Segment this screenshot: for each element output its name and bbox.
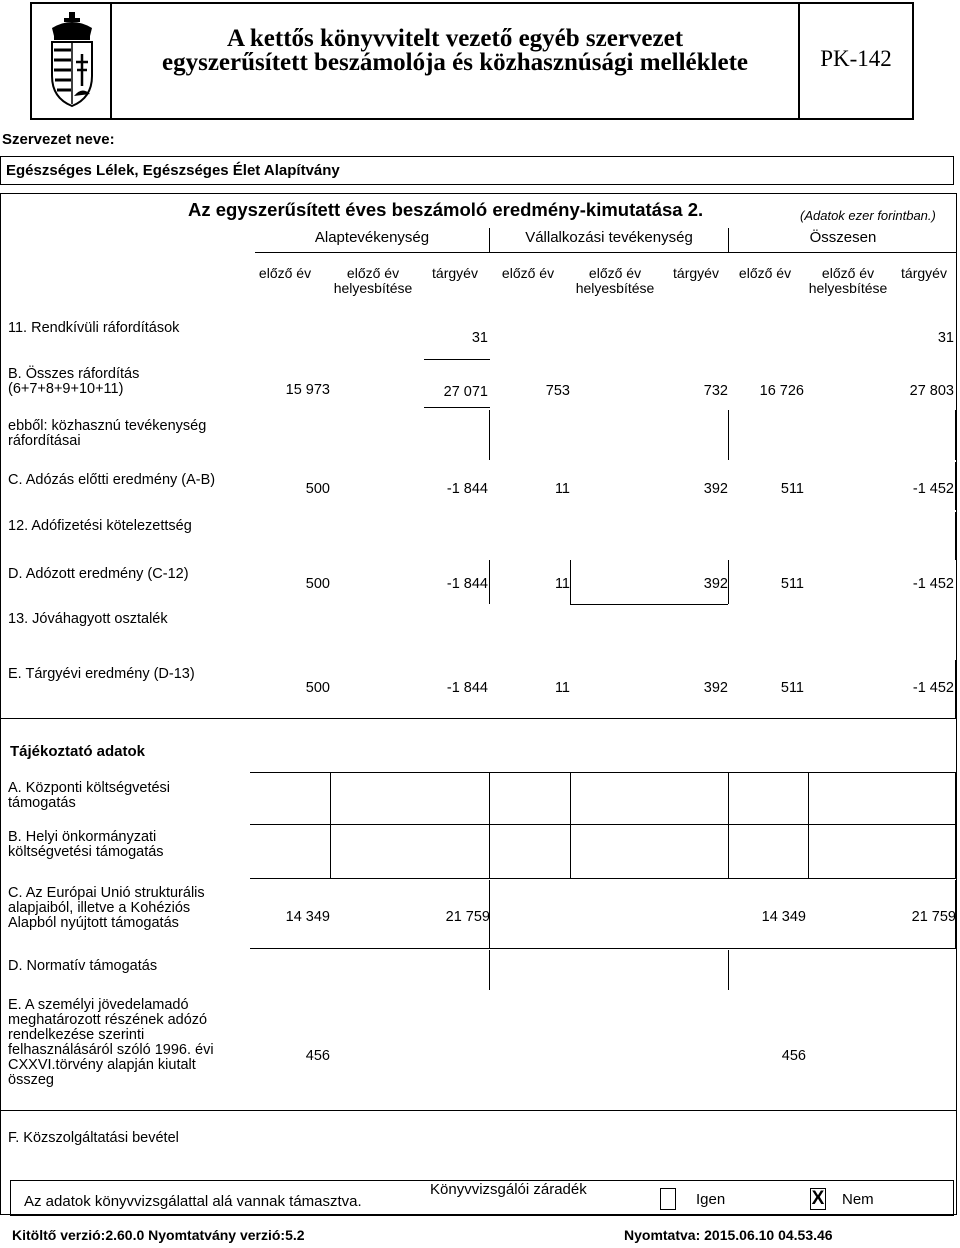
cell-pretax-business-prev[interactable]: 11 xyxy=(554,481,570,497)
cell-szja-basic-prev[interactable]: 456 xyxy=(305,1048,330,1064)
cell-after-tax-business-prev[interactable]: 11 xyxy=(554,576,570,592)
cell-current-result-total-prev[interactable]: 511 xyxy=(780,680,804,696)
group-divider xyxy=(489,228,490,252)
cell-after-tax-total-cur[interactable]: -1 452 xyxy=(912,576,954,592)
cell-underline xyxy=(424,359,490,360)
cell-pretax-basic-cur[interactable]: -1 844 xyxy=(446,481,488,497)
col-header-corr: előző év helyesbítése xyxy=(575,265,655,296)
form-title-line1: A kettős könyvvitelt vezető egyéb szervezet xyxy=(226,25,684,52)
cell-divider xyxy=(955,772,956,878)
cell-after-tax-total-prev[interactable]: 511 xyxy=(780,576,804,592)
cell-divider xyxy=(330,772,331,878)
cell-divider xyxy=(489,880,490,948)
org-name-value: Egészséges Lélek, Egészséges Élet Alapítvány xyxy=(6,162,340,179)
cell-divider xyxy=(728,772,729,878)
col-header-corr: előző év helyesbítése xyxy=(808,265,888,296)
cell-underline xyxy=(424,407,490,408)
cell-extraordinary-total-cur[interactable]: 31 xyxy=(937,330,954,346)
cell-rule xyxy=(250,824,957,825)
info-label-normative-support: D. Normatív támogatás xyxy=(8,958,158,974)
info-label-public-service-revenue: F. Közszolgáltatási bevétel xyxy=(8,1130,179,1146)
cell-current-result-basic-prev[interactable]: 500 xyxy=(305,680,330,696)
cell-divider xyxy=(570,560,571,604)
audit-clause-title: Könyvvizsgálói záradék xyxy=(430,1181,587,1198)
form-title-line2: egyszerűsített beszámolója és közhasznúsági melléklete xyxy=(162,49,748,76)
cell-extraordinary-basic-cur[interactable]: 31 xyxy=(471,330,488,346)
cell-current-result-business-prev[interactable]: 11 xyxy=(554,680,570,696)
cell-total-expenses-business-prev[interactable]: 753 xyxy=(545,383,570,399)
cell-divider xyxy=(728,950,729,990)
cell-pretax-business-cur[interactable]: 392 xyxy=(703,481,728,497)
cell-szja-total-prev[interactable]: 456 xyxy=(781,1048,806,1064)
info-label-local-government: B. Helyi önkormányzati költségvetési támogatás xyxy=(8,829,164,860)
cell-current-result-basic-cur[interactable]: -1 844 xyxy=(446,680,488,696)
audit-no-checkbox[interactable] xyxy=(810,1188,826,1210)
cell-eu-total-cur[interactable]: 21 759 xyxy=(911,909,956,925)
cell-after-tax-business-cur[interactable]: 392 xyxy=(703,576,728,592)
group-header-total: Összesen xyxy=(809,229,877,246)
section-separator xyxy=(0,718,957,719)
cell-current-result-total-cur[interactable]: -1 452 xyxy=(912,680,954,696)
cell-total-expenses-business-cur[interactable]: 732 xyxy=(703,383,728,399)
cell-total-expenses-total-cur[interactable]: 27 803 xyxy=(909,383,954,399)
cell-eu-total-prev[interactable]: 14 349 xyxy=(761,909,806,925)
cell-eu-basic-cur[interactable]: 21 759 xyxy=(445,909,490,925)
cell-pretax-total-cur[interactable]: -1 452 xyxy=(912,481,954,497)
row-label-tax-liability: 12. Adófizetési kötelezettség xyxy=(8,518,192,534)
info-label-central-budget: A. Központi költségvetési támogatás xyxy=(8,780,171,811)
col-header-prev: előző év xyxy=(738,265,792,281)
col-header-prev: előző év xyxy=(258,265,312,281)
cell-divider xyxy=(955,512,956,560)
col-header-cur: tárgyév xyxy=(901,265,947,281)
cell-divider xyxy=(955,880,956,948)
cell-total-expenses-total-prev[interactable]: 16 726 xyxy=(759,383,804,399)
footer-printed: Nyomtatva: 2015.06.10 04.53.46 xyxy=(624,1227,833,1243)
row-label-after-tax-result: D. Adózott eredmény (C-12) xyxy=(8,566,189,582)
group-header-business: Vállalkozási tevékenység xyxy=(525,229,693,246)
group-divider xyxy=(728,228,729,252)
info-label-personal-income-tax: E. A személyi jövedelamadó meghatározott részének adózó rendelkezése szerinti felhasználásáról szóló 1996. évi CXXVI.törvény alapján kiutalt összeg xyxy=(8,997,214,1088)
cell-rule xyxy=(250,878,957,879)
cell-rule xyxy=(250,948,957,949)
col-header-cur: tárgyév xyxy=(673,265,719,281)
checkmark-x-icon: X xyxy=(811,1188,825,1209)
info-label-eu-funds: C. Az Európai Unió strukturális alapjaiból, illetve a Kohéziós Alapból nyújtott támogatás xyxy=(8,885,205,931)
cell-divider xyxy=(955,410,956,460)
audit-yes-checkbox[interactable] xyxy=(660,1188,676,1210)
group-underline xyxy=(255,252,957,253)
cell-after-tax-basic-prev[interactable]: 500 xyxy=(305,576,330,592)
cell-rule xyxy=(250,772,957,773)
cell-after-tax-basic-cur[interactable]: -1 844 xyxy=(446,576,488,592)
row-label-approved-dividend: 13. Jóváhagyott osztalék xyxy=(8,611,168,627)
cell-divider xyxy=(955,660,956,718)
org-name-label: Szervezet neve: xyxy=(2,131,115,148)
unit-note: (Adatok ezer forintban.) xyxy=(800,208,936,223)
col-header-prev: előző év xyxy=(501,265,555,281)
row-label-pretax-result: C. Adózás előtti eredmény (A-B) xyxy=(8,472,216,488)
info-section-title: Tájékoztató adatok xyxy=(10,743,146,760)
cell-eu-basic-prev[interactable]: 14 349 xyxy=(285,909,330,925)
cell-pretax-total-prev[interactable]: 511 xyxy=(780,481,804,497)
section-title: Az egyszerűsített éves beszámoló eredmény-kimutatása 2. xyxy=(188,199,704,220)
cell-underline xyxy=(570,604,728,605)
cell-divider xyxy=(489,410,490,460)
row-label-total-expenses: B. Összes ráfordítás (6+7+8+9+10+11) xyxy=(8,366,140,397)
group-header-basic: Alaptevékenység xyxy=(314,229,430,246)
cell-rule xyxy=(0,1110,957,1111)
form-code: PK-142 xyxy=(820,46,892,71)
cell-divider xyxy=(808,772,809,878)
cell-divider xyxy=(489,950,490,990)
col-header-cur: tárgyév xyxy=(432,265,478,281)
row-label-current-year-result: E. Tárgyévi eredmény (D-13) xyxy=(8,666,195,682)
col-header-corr: előző év helyesbítése xyxy=(333,265,413,296)
audit-statement: Az adatok könyvvizsgálattal alá vannak támasztva. xyxy=(24,1193,362,1210)
footer-version: Kitöltő verzió:2.60.0 Nyomtatvány verzió:5.2 xyxy=(12,1227,305,1243)
cell-divider xyxy=(728,560,729,604)
cell-divider xyxy=(489,560,490,604)
cell-divider xyxy=(489,772,490,878)
cell-total-expenses-basic-cur[interactable]: 27 071 xyxy=(443,384,488,400)
audit-no-label: Nem xyxy=(842,1191,874,1208)
cell-divider xyxy=(570,772,571,878)
row-label-public-benefit-expenses: ebből: közhasznú tevékenység ráfordításai xyxy=(8,418,207,449)
cell-divider xyxy=(955,462,956,510)
cell-current-result-business-cur[interactable]: 392 xyxy=(703,680,728,696)
coat-of-arms-icon xyxy=(42,6,102,112)
row-label-extraordinary-expenses: 11. Rendkívüli ráfordítások xyxy=(8,320,180,336)
cell-divider xyxy=(728,410,729,460)
cell-pretax-basic-prev[interactable]: 500 xyxy=(305,481,330,497)
audit-yes-label: Igen xyxy=(696,1191,726,1208)
cell-total-expenses-basic-prev[interactable]: 15 973 xyxy=(285,382,330,398)
